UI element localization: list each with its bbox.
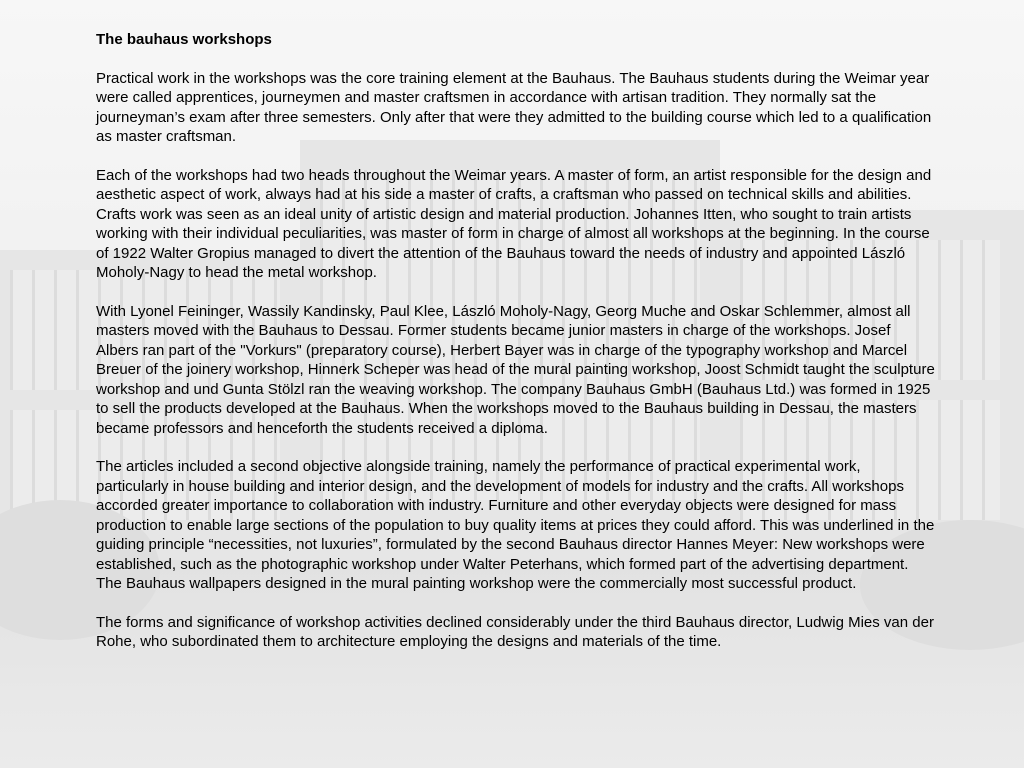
document-title: The bauhaus workshops <box>96 31 272 48</box>
paragraph: The articles included a second objective alongside training, namely the performance of practical experimental work, particularly in house building and interior design, and the development of models for industry and the crafts. All workshops accorded greater importance to collaboration with industry. Furniture and other everyday objects were designed for mass production to enable large sections of the population to buy quality items at prices they could afford. This was underlined in the guiding principle “necessities, not luxuries”, formulated by the second Bauhaus director Hannes Meyer: New workshops were established, such as the photographic workshop under Walter Peterhans, which formed part of the advertising department. The Bauhaus wallpapers designed in the mural painting workshop were the commercially most successful product. <box>96 458 935 592</box>
paragraph: The forms and significance of workshop activities declined considerably under the third Bauhaus director, Ludwig Mies van der Rohe, who subordinated them to architecture employing the designs and materials of the time. <box>96 613 934 650</box>
paragraph: Each of the workshops had two heads throughout the Weimar years. A master of form, an artist responsible for the design and aesthetic aspect of work, always had at his side a master of crafts, a craftsman who passed on technical skills and abilities. Crafts work was seen as an ideal unity of artistic design and material production. Johannes Itten, who sought to train artists working with their individual peculiarities, was master of form in charge of almost all workshops at the beginning. In the course of 1922 Walter Gropius managed to divert the attention of the Bauhaus toward the needs of industry and appointed László Moholy-Nagy to head the metal workshop. <box>96 166 932 281</box>
paragraph: Practical work in the workshops was the core training element at the Bauhaus. The Bauhaus students during the Weimar year were called apprentices, journeymen and master craftsmen in accordance with artisan tradition. They normally sat the journeyman’s exam after three semesters. Only after that were they admitted to the building course which led to a qualification as master craftsman. <box>96 69 932 145</box>
document-body <box>96 30 936 671</box>
paragraph: With Lyonel Feininger, Wassily Kandinsky, Paul Klee, László Moholy-Nagy, Georg Muche and Oskar Schlemmer, almost all masters moved with the Bauhaus to Dessau. Former students became junior masters in charge of the workshops. Josef Albers ran part of the "Vorkurs" (preparatory course), Herbert Bayer was in charge of the typography workshop and Marcel Breuer of the joinery workshop, Hinnerk Scheper was head of the mural painting workshop, Joost Schmidt taught the sculpture workshop and und Gunta Stölzl ran the weaving workshop. The company Bauhaus GmbH (Bauhaus Ltd.) was formed in 1925 to sell the products developed at the Bauhaus. When the workshops moved to the Bauhaus building in Dessau, the masters became professors and henceforth the students received a diploma. <box>96 302 935 437</box>
